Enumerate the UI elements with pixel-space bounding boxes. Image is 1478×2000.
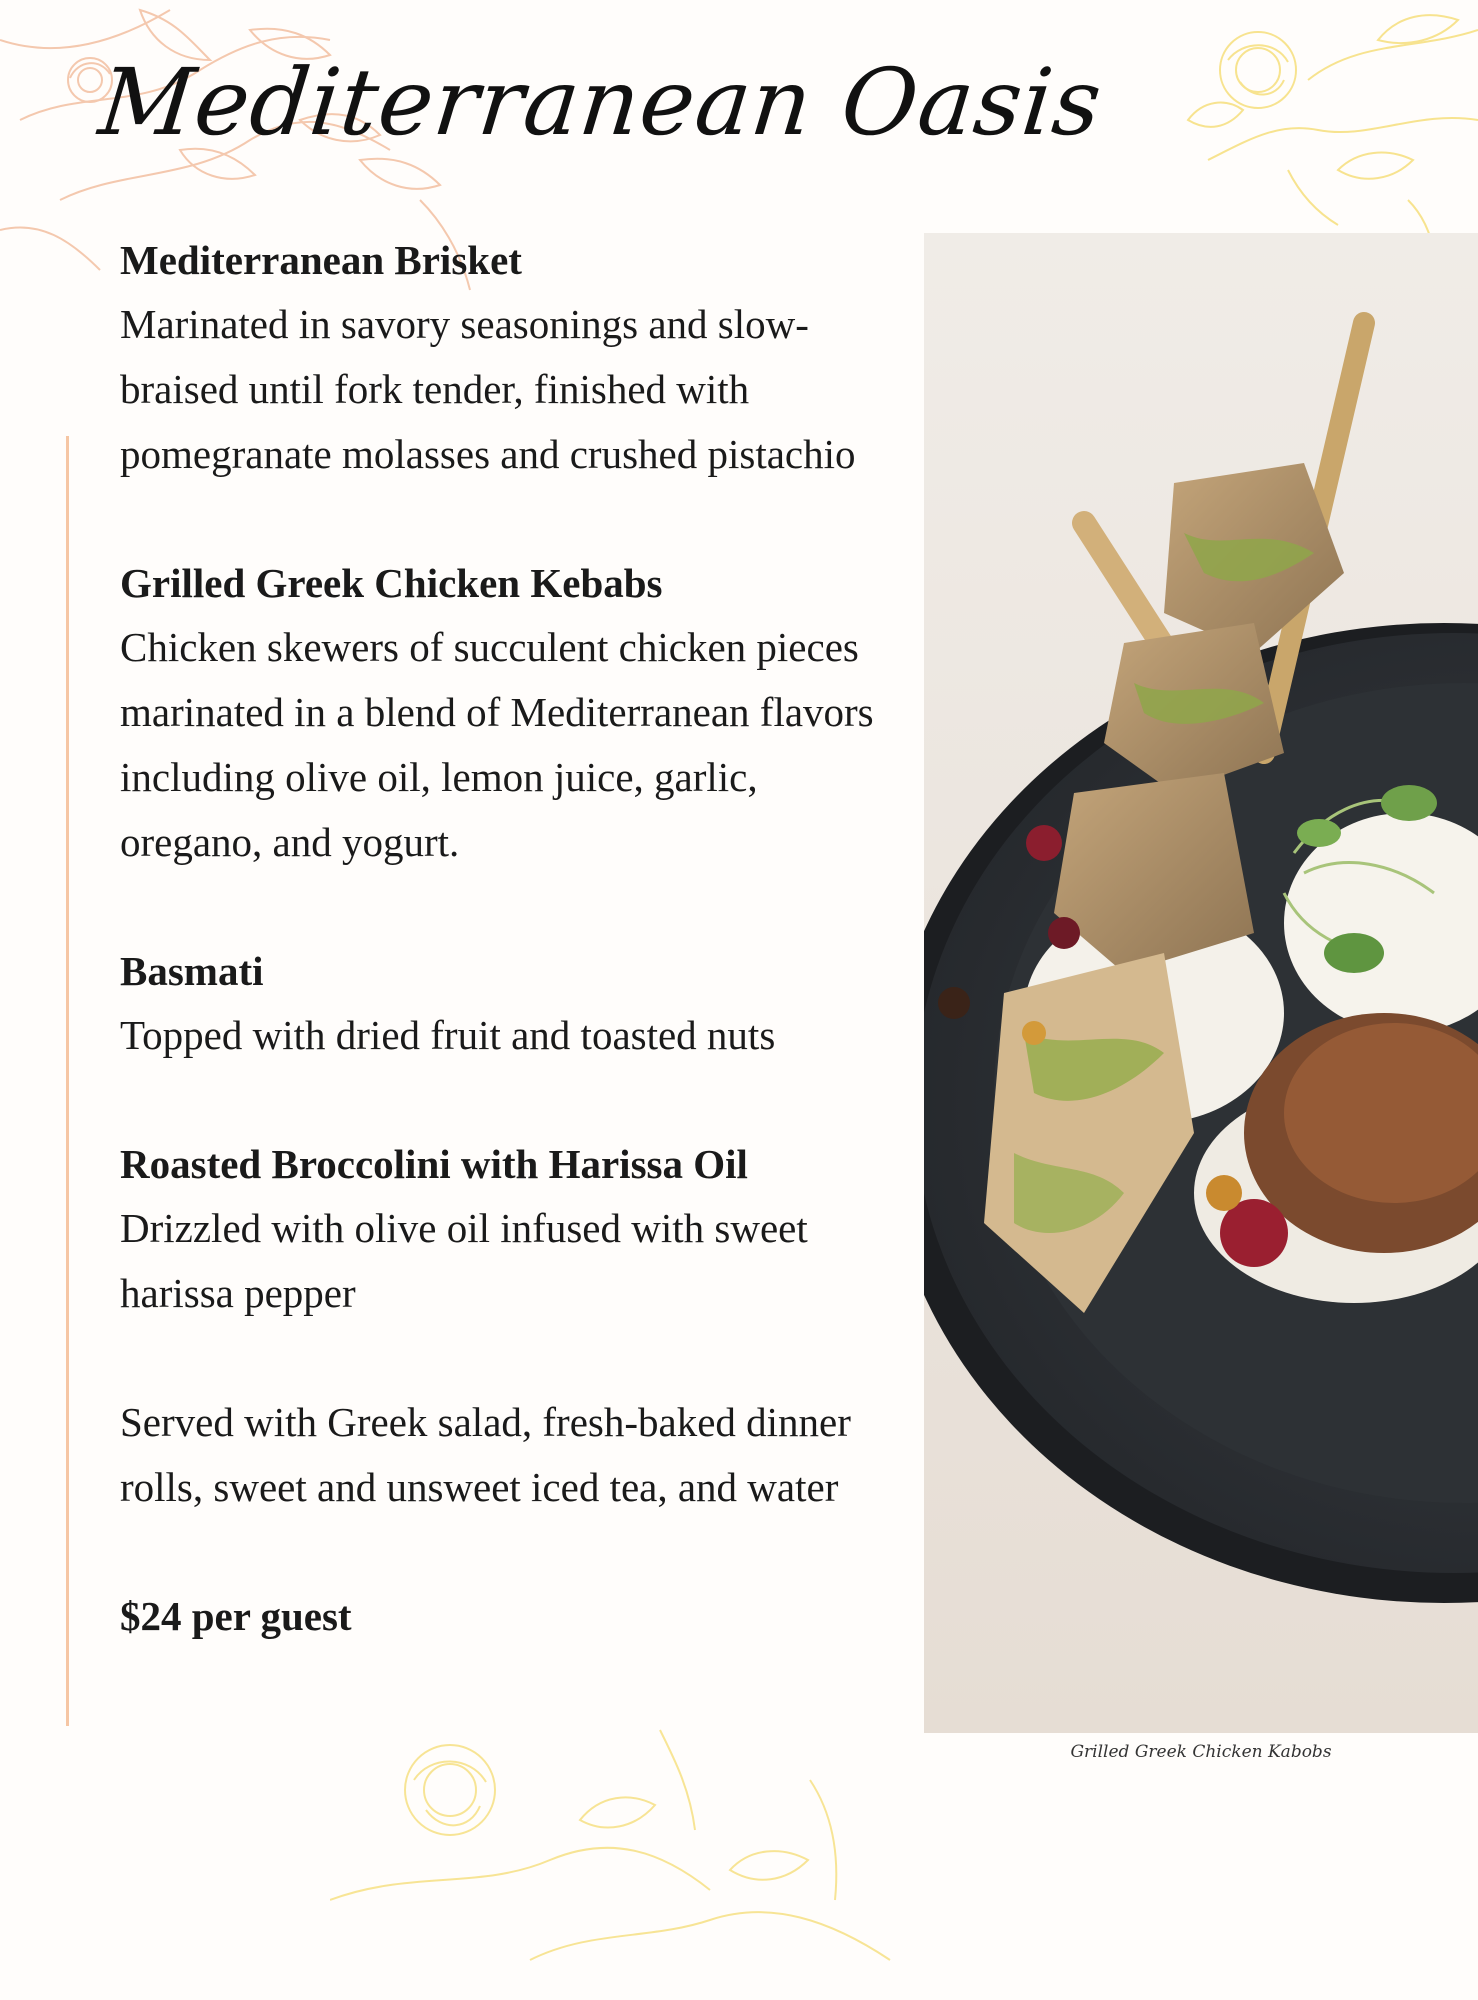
photo-caption: Grilled Greek Chicken Kabobs [1070, 1742, 1332, 1762]
menu-item-name: Grilled Greek Chicken Kebabs [120, 560, 663, 606]
food-photo [924, 233, 1478, 1733]
floral-decoration-bottom [330, 1700, 930, 2000]
menu-item-description: Drizzled with olive oil infused with sweet harissa pepper [120, 1205, 808, 1316]
menu-title: Mediterranean Oasis [94, 49, 1107, 156]
menu-item-description: Marinated in savory seasonings and slow-braised until fork tender, finished with pomegranate molasses and crushed pistachio [120, 301, 856, 477]
menu-item [120, 939, 880, 1068]
menu-item-description: Topped with dried fruit and toasted nuts [120, 1012, 776, 1058]
menu-item [120, 1132, 880, 1326]
menu-item-name: Basmati [120, 948, 264, 994]
menu-item-name: Roasted Broccolini with Harissa Oil [120, 1141, 748, 1187]
menu-item [120, 228, 880, 487]
menu-item-name: Mediterranean Brisket [120, 237, 522, 283]
accent-vertical-line [66, 436, 69, 1726]
menu-list [120, 228, 880, 1648]
menu-item [120, 551, 880, 875]
price-per-guest: $24 per guest [120, 1593, 352, 1639]
served-with-note: Served with Greek salad, fresh-baked dinner rolls, sweet and unsweet iced tea, and water [120, 1399, 851, 1510]
menu-item-description: Chicken skewers of succulent chicken pieces marinated in a blend of Mediterranean flavors including olive oil, lemon juice, garlic, oregano, and yogurt. [120, 624, 874, 865]
